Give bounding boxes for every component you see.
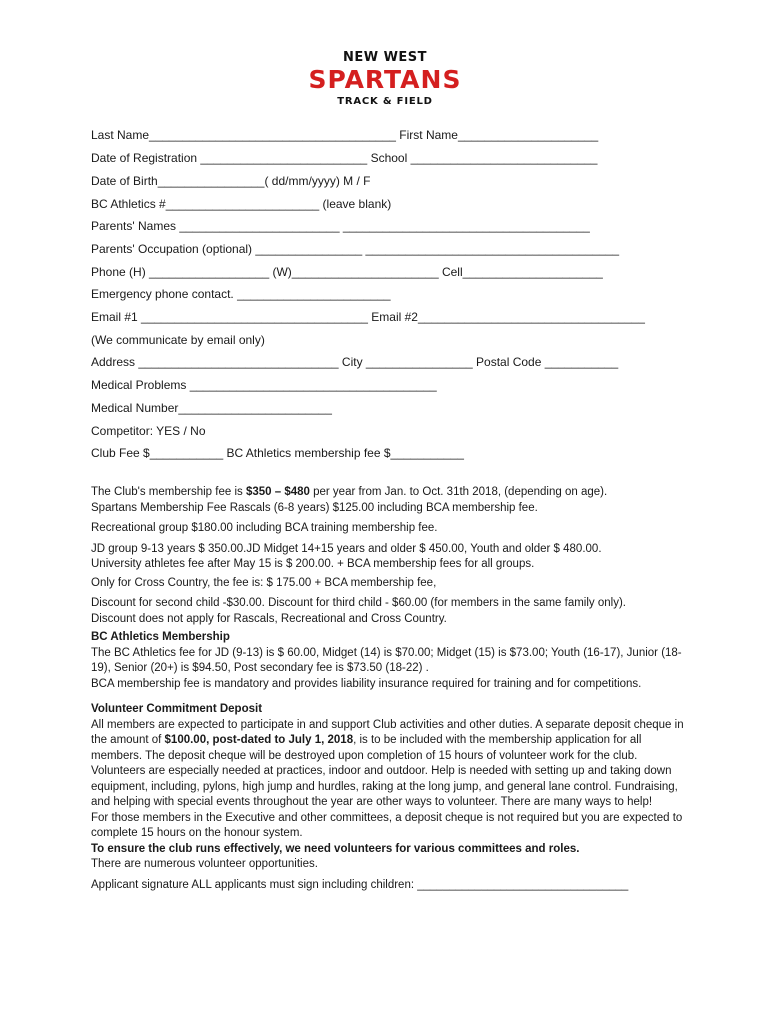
- field-bc-athletics-number[interactable]: BC Athletics #_______________________ (leave blank): [91, 197, 392, 211]
- club-fee-paragraph: [91, 485, 691, 501]
- email-only-note: (We communicate by email only): [91, 333, 265, 347]
- club-fee-range: $350 – $480: [245, 486, 310, 498]
- field-emails[interactable]: Email #1 __________________________________ Email #2__________________________________: [91, 310, 645, 324]
- field-parents-occupation[interactable]: Parents' Occupation (optional) ________________ ______________________________________: [91, 242, 620, 256]
- jd-group-fee: JD group 9-13 years $ 350.00.JD Midget 14+15 years and older $ 450.00, Youth and older $ 480.00.: [91, 542, 602, 555]
- bca-heading: BC Athletics Membership: [91, 631, 230, 643]
- club-fee-intro: The Club's membership fee is: [91, 486, 246, 498]
- volunteer-deposit-rest: , is to be included with the membership application for all members. The deposit cheque will be destroyed upon completion of 15 hours of volunteer work for the club.: [91, 734, 642, 762]
- field-parents-names[interactable]: Parents' Names ________________________ _____________________________________: [91, 219, 590, 233]
- bca-mandatory: BCA membership fee is mandatory and provides liability insurance required for training and for competitions.: [91, 677, 642, 690]
- club-fee-rest: per year from Jan. to Oct. 31th 2018, (depending on age).: [309, 486, 608, 498]
- volunteer-deposit-intro: All members are expected to participate in and support Club activities and other duties. A separate deposit cheque in the amount of: [91, 718, 684, 746]
- membership-terms: [91, 485, 691, 893]
- volunteer-heading: Volunteer Commitment Deposit: [91, 703, 263, 715]
- field-phone-numbers[interactable]: Phone (H) __________________ (W)______________________ Cell_____________________: [91, 265, 603, 279]
- university-fee: University athletes fee after May 15 is $ 200.00. + BCA membership fees for all groups.: [91, 558, 535, 570]
- bca-fees: The BC Athletics fee for JD (9-13) is $ 60.00, Midget (14) is $70.00; Midget (15) is $73.00; Youth (16-17), Junior (18-19), Senior (20+) is $94.50, Post secondary fee is $73.50 (18-22) .: [91, 646, 682, 674]
- committees-callout: To ensure the club runs effectively, we need volunteers for various committees and roles.: [91, 842, 580, 855]
- discount-exclusions: Discount does not apply for Rascals, Recreational and Cross Country.: [91, 612, 447, 625]
- field-medical-problems[interactable]: Medical Problems _____________________________________: [91, 378, 437, 392]
- field-medical-number[interactable]: Medical Number_______________________: [91, 401, 332, 415]
- logo-line-new-west: NEW WEST: [342, 50, 428, 65]
- field-competitor[interactable]: Competitor: YES / No: [91, 424, 206, 438]
- club-logo: [0, 50, 770, 107]
- field-emergency-phone[interactable]: Emergency phone contact. _______________________: [91, 287, 391, 301]
- field-registration-date-school[interactable]: Date of Registration _________________________ School ____________________________: [91, 151, 598, 165]
- field-date-of-birth-gender[interactable]: Date of Birth________________( dd/mm/yyyy) M / F: [91, 174, 371, 188]
- recreational-fee: Recreational group $180.00 including BCA training membership fee.: [91, 522, 438, 534]
- logo-line-track-field: TRACK & FIELD: [337, 96, 433, 107]
- field-fees[interactable]: Club Fee $___________ BC Athletics membership fee $___________: [91, 446, 464, 460]
- volunteer-needs: Volunteers are especially needed at practices, indoor and outdoor. Help is needed with setting up and taking down equipment, including, pylons, high jump and hurdles, raking at the long jump, and general lane control. Fundraising, and helping with special events throughout the year are other ways to volunteer. There are many ways to help!: [91, 765, 678, 808]
- cross-country-fee: Only for Cross Country, the fee is: $ 175.00 + BCA membership fee,: [91, 576, 437, 589]
- volunteer-deposit-paragraph: [91, 718, 691, 765]
- logo-line-spartans: SPARTANS: [308, 65, 462, 94]
- volunteer-opportunities: There are numerous volunteer opportunities.: [91, 858, 318, 870]
- rascals-fee: Spartans Membership Fee Rascals (6-8 years) $125.00 including BCA membership fee.: [91, 501, 538, 514]
- field-last-first-name[interactable]: Last Name_____________________________________ First Name_____________________: [91, 128, 599, 142]
- field-address-city-postal[interactable]: Address ______________________________ City ________________ Postal Code ___________: [91, 355, 619, 369]
- sibling-discount: Discount for second child -$30.00. Discount for third child - $60.00 (for members in the same family only).: [91, 597, 626, 609]
- volunteer-deposit-amount: $100.00, post-dated to July 1, 2018: [164, 734, 354, 746]
- signature-line[interactable]: Applicant signature ALL applicants must sign including children: _________________________________: [91, 878, 629, 891]
- executive-exemption: For those members in the Executive and other committees, a deposit cheque is not required but you are expected to complete 15 hours on the honour system.: [91, 811, 683, 839]
